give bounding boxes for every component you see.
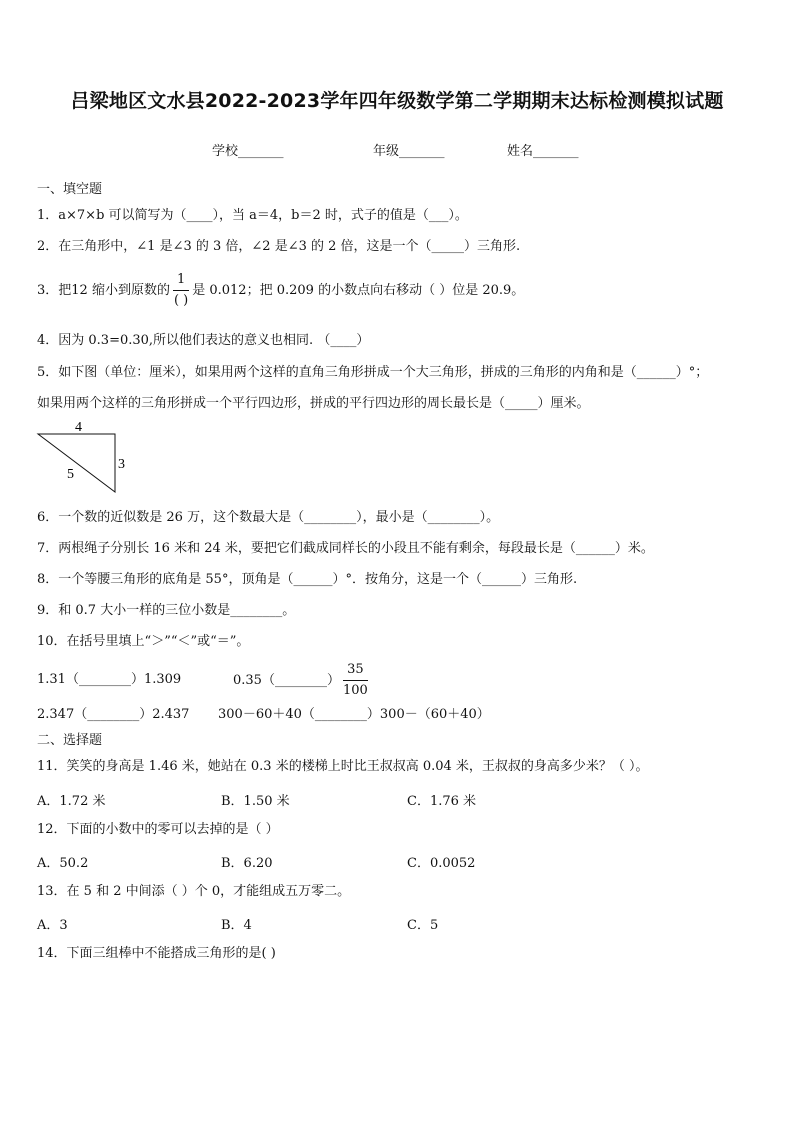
question-6: 6．一个数的近似数是 26 万，这个数最大是（________），最小是（________）。 (37, 510, 500, 525)
question-3 (37, 270, 524, 311)
question-9: 9．和 0.7 大小一样的三位小数是________。 (37, 603, 296, 618)
q13-option-b: B．4 (221, 918, 252, 933)
q13-option-c: C．5 (407, 918, 439, 933)
question-14: 14．下面三组棒中不能搭成三角形的是( ) (37, 946, 276, 961)
question-8: 8．一个等腰三角形的底角是 55°，顶角是（______）°．按角分，这是一个（______）三角形. (37, 572, 578, 587)
q12-option-a: A．50.2 (37, 856, 89, 871)
q12-option-b: B．6.20 (221, 856, 273, 871)
question-7: 7．两根绳子分别长 16 米和 24 米，要把它们截成同样长的小段且不能有剩余，每段最长是（______）米。 (37, 541, 654, 556)
question-10-a: 1.31（________）1.309 (37, 672, 182, 687)
question-13: 13．在 5 和 2 中间添（ ）个 0，才能组成五万零二。 (37, 884, 351, 899)
question-10-b (233, 660, 371, 701)
grade-field: 年级_______ (373, 144, 445, 159)
question-5-line-2: 如果用两个这样的三角形拼成一个平行四边形，拼成的平行四边形的周长最长是（_____）厘米。 (37, 396, 590, 411)
question-10: 10．在括号里填上“＞”“＜”或“＝”。 (37, 634, 250, 649)
q12-option-c: C．0.0052 (407, 856, 476, 871)
school-field: 学校_______ (212, 144, 284, 159)
right-triangle-figure (30, 420, 140, 500)
question-10-c: 2.347（________）2.437 (37, 707, 190, 722)
question-12: 12．下面的小数中的零可以去掉的是（ ） (37, 822, 279, 837)
question-2: 2．在三角形中，∠1 是∠3 的 3 倍，∠2 是∠3 的 2 倍，这是一个（_____）三角形. (37, 239, 521, 254)
triangle-label-right: 3 (118, 457, 125, 472)
fraction-denominator: 100 (342, 683, 368, 698)
fraction (173, 270, 189, 311)
triangle-label-hypotenuse: 5 (67, 467, 74, 482)
question-11: 11．笑笑的身高是 1.46 米，她站在 0.3 米的楼梯上时比王叔叔高 0.04 米，王叔叔的身高多少米？（ ）。 (37, 759, 649, 774)
question-4: 4．因为 0.3=0.30,所以他们表达的意义也相同. （____） (37, 333, 370, 348)
fraction-35-100 (343, 660, 368, 701)
question-5-line-1: 5．如下图（单位：厘米），如果用两个这样的直角三角形拼成一个大三角形，拼成的三角形的内角和是（______）°； (37, 365, 709, 380)
fraction-numerator: 35 (343, 660, 368, 681)
fraction-numerator: 1 (173, 270, 189, 291)
q13-option-a: A．3 (37, 918, 68, 933)
triangle-label-top: 4 (75, 420, 82, 435)
question-3-after: 是 0.012；把 0.209 的小数点向右移动（ ）位是 20.9。 (192, 283, 525, 298)
q11-option-a: A．1.72 米 (37, 794, 106, 809)
page-title: 吕梁地区文水县2022-2023学年四年级数学第二学期期末达标检测模拟试题 (70, 90, 724, 112)
question-1: 1．a×7×b 可以简写为（____），当 a＝4，b＝2 时，式子的值是（___）。 (37, 208, 468, 223)
question-3-before: 3．把12 缩小到原数的 (37, 283, 170, 298)
q11-option-b: B．1.50 米 (221, 794, 290, 809)
q11-option-c: C．1.76 米 (407, 794, 477, 809)
question-10-d: 300－60＋40（________）300－（60＋40） (218, 707, 490, 722)
name-field: 姓名_______ (507, 144, 579, 159)
fraction-denominator: ( ) (173, 293, 189, 308)
question-10-b-text: 0.35（________） (233, 673, 340, 688)
section-fill-blank: 一、填空题 (37, 182, 103, 197)
section-multiple-choice: 二、选择题 (37, 733, 103, 748)
